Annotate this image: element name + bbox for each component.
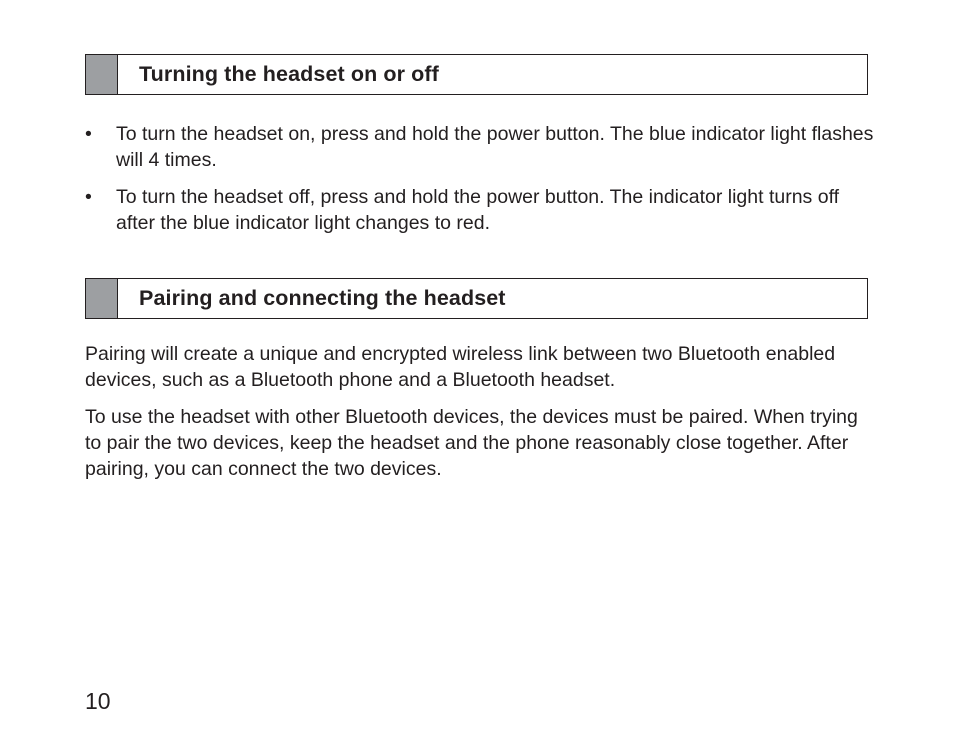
bullet-marker: • [85, 186, 92, 208]
paragraph: To use the headset with other Bluetooth devices, the devices must be paired. When trying to pair the two devices, keep the headset and the phone reasonably close together. After pairing, you can connect the two devices. [85, 406, 858, 480]
section-header-turning-on-off [85, 54, 868, 95]
page-number: 10 [85, 688, 111, 714]
list-item [85, 184, 875, 236]
bullet-list [85, 121, 875, 247]
paragraph: Pairing will create a unique and encrypted wireless link between two Bluetooth enabled devices, such as a Bluetooth phone and a Bluetooth headset. [85, 343, 836, 391]
section-title: Pairing and connecting the headset [139, 285, 506, 310]
bullet-marker: • [85, 123, 92, 145]
section-header-tab [86, 55, 118, 94]
section-header-tab [86, 279, 118, 318]
section-title: Turning the headset on or off [139, 61, 439, 86]
bullet-text: To turn the headset off, press and hold the power button. The indicator light turns off after the blue indicator light changes to red. [116, 186, 840, 234]
bullet-text: To turn the headset on, press and hold the power button. The blue indicator light flashes will 4 times. [116, 123, 874, 171]
list-item [85, 121, 875, 173]
section-header-pairing [85, 278, 868, 319]
